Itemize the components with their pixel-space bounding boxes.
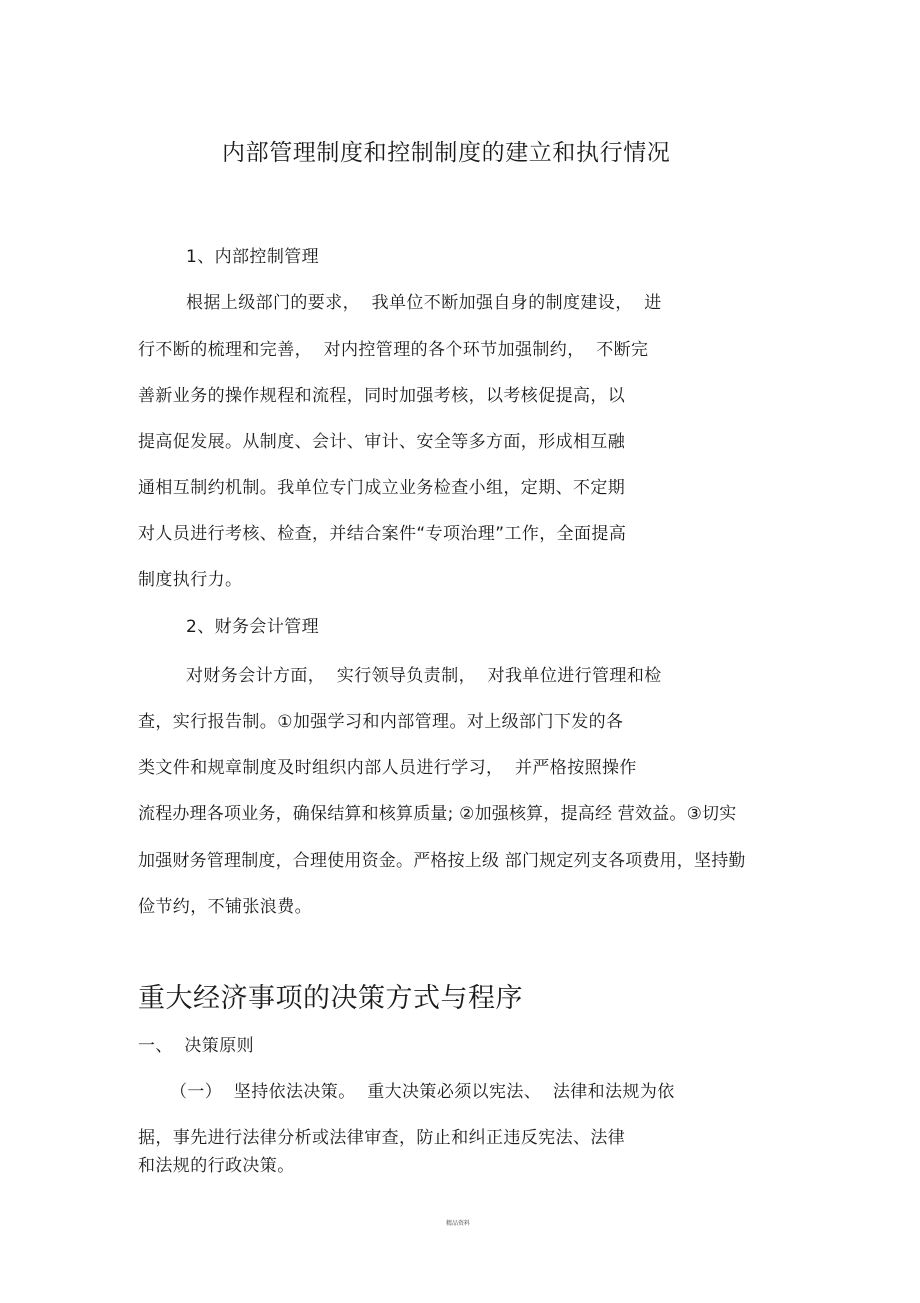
section-1-paragraph-line: 制度执行力。 xyxy=(138,570,243,590)
section-1-paragraph-line: 行不断的梳理和完善， 对内控管理的各个环节加强制约， 不断完 xyxy=(138,340,649,360)
document-title: 内部管理制度和控制制度的建立和执行情况 xyxy=(222,140,671,166)
section-2-paragraph-line: 流程办理各项业务，确保结算和核算质量; ②加强核算，提高经 营效益。③切实 xyxy=(138,804,737,824)
section-1-heading: 1、内部控制管理 xyxy=(186,247,320,267)
section-2-heading: 2、财务会计管理 xyxy=(186,617,320,637)
section-3-paragraph-line: 据，事先进行法律分析或法律审查，防止和纠正违反宪法、法律 xyxy=(138,1128,626,1148)
section-3-paragraph-line: （一） 坚持依法决策。 重大决策必须以宪法、 法律和法规为依 xyxy=(170,1082,675,1102)
section-2-paragraph-line: 俭节约，不铺张浪费。 xyxy=(138,897,312,917)
section-2-paragraph-line: 查，实行报告制。①加强学习和内部管理。对上级部门下发的各 xyxy=(138,712,624,732)
section-2-paragraph-line: 加强财务管理制度，合理使用资金。严格按上级 部门规定列支各项费用，坚持勤 xyxy=(138,851,746,871)
section-1-paragraph-line: 对人员进行考核、检查，并结合案件“专项治理”工作，全面提高 xyxy=(138,524,627,544)
section-3-subheading: 一、 决策原则 xyxy=(138,1036,255,1056)
section-1-paragraph-line: 提高促发展。从制度、会计、审计、安全等多方面，形成相互融 xyxy=(138,432,626,452)
section-2-paragraph-line: 对财务会计方面， 实行领导负责制， 对我单位进行管理和检 xyxy=(186,666,662,686)
section-3-paragraph-line: 和法规的行政决策。 xyxy=(138,1156,295,1176)
section-1-paragraph-line: 善新业务的操作规程和流程，同时加强考核，以考核促提高，以 xyxy=(138,386,626,406)
section-2-paragraph-line: 类文件和规章制度及时组织内部人员进行学习， 并严格按照操作 xyxy=(138,758,637,778)
section-1-paragraph-line: 根据上级部门的要求， 我单位不断加强自身的制度建设， 进 xyxy=(186,293,662,313)
section-3-heading: 重大经济事项的决策方式与程序 xyxy=(138,983,523,1014)
section-1-paragraph-line: 通相互制约机制。我单位专门成立业务检查小组，定期、不定期 xyxy=(138,478,626,498)
footer-watermark: 精品资料 xyxy=(446,1220,471,1227)
